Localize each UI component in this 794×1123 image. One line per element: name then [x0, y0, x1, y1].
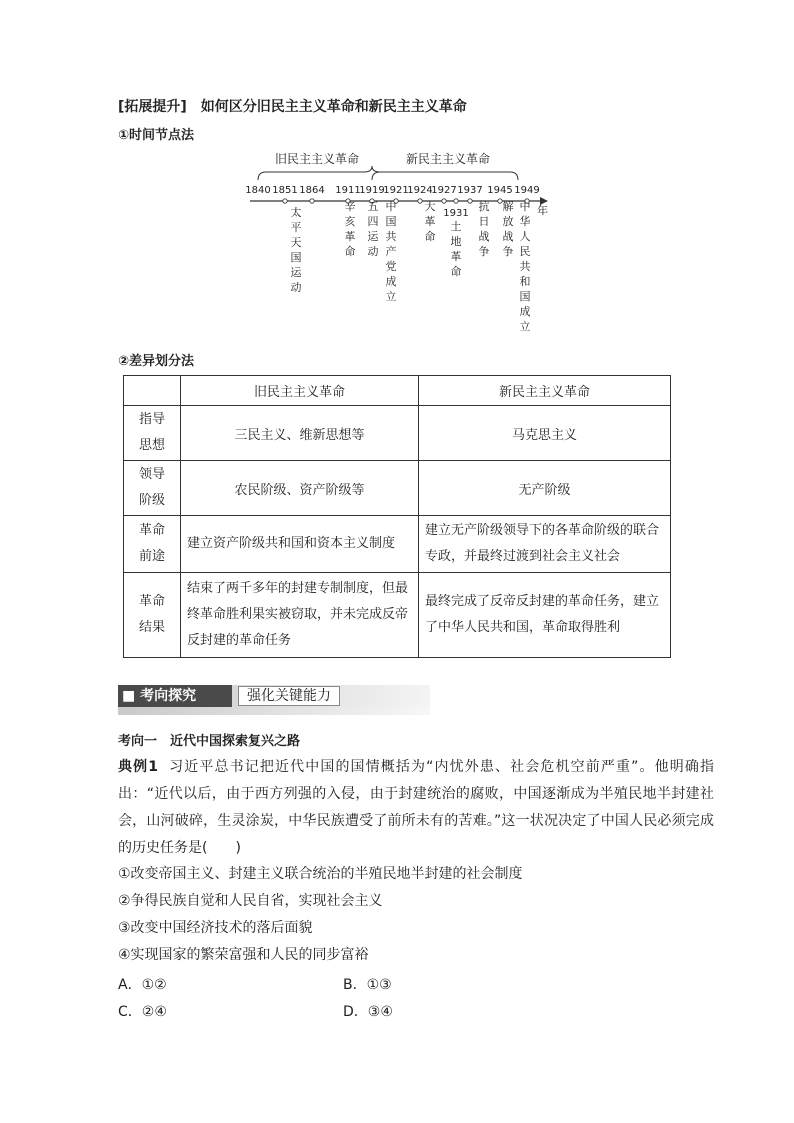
comparison-table [123, 375, 671, 658]
bracket-new-label: 新民主主义革命 [405, 152, 491, 166]
option-c[interactable]: C．②④ [118, 1004, 167, 1020]
section-banner [118, 682, 430, 715]
cell-new: 建立无产阶级领导下的各革命阶级的联合专政，并最终过渡到社会主义社会 [419, 516, 671, 573]
cell-new: 马克思主义 [419, 406, 671, 461]
bracket-old-label: 旧民主主义革命 [274, 152, 360, 166]
table-row [124, 461, 671, 516]
event-label: 太平天国运动 [290, 206, 302, 294]
event-label: 五四运动 [367, 200, 379, 258]
event-label: 大革命 [424, 200, 436, 243]
option-a[interactable]: A．①② [118, 977, 167, 993]
year-label: 1949 [514, 185, 540, 196]
year-1931: 1931 [443, 208, 469, 219]
cell-old: 三民主义、维新思想等 [181, 406, 419, 461]
banner-explore-label: ■ 考向探究 [118, 685, 232, 707]
option-d[interactable]: D．③④ [343, 1004, 393, 1020]
event-label: 辛亥革命 [344, 200, 356, 258]
row-head-future [124, 516, 181, 573]
statement-3: ③改变中国经济技术的落后面貌 [118, 920, 313, 936]
row-head-line: 阶级 [138, 493, 165, 508]
cell-new: 最终完成了反帝反封建的革命任务，建立了中华人民共和国，革命取得胜利 [419, 573, 671, 658]
option-b[interactable]: B．①③ [343, 977, 392, 993]
year-dot-1931 [454, 199, 458, 203]
year-label: 1840 [245, 185, 271, 196]
row-head-line: 思想 [138, 438, 165, 453]
year-label: 1924 [407, 185, 433, 196]
table-header-old: 旧民主主义革命 [181, 376, 419, 406]
bracket-old [258, 166, 380, 180]
example-label: 典例1 [118, 759, 158, 775]
year-label: 1864 [299, 185, 325, 196]
banner-shade [118, 707, 430, 715]
year-label: 1911 [335, 185, 361, 196]
row-head-line: 革命 [138, 523, 165, 538]
year-label: 1919 [359, 185, 385, 196]
example-stem [118, 754, 714, 862]
event-label: 中国共产党成立 [385, 200, 397, 303]
event-label: 中华人民共和国成立 [519, 200, 531, 333]
year-label: 1945 [487, 185, 513, 196]
section-heading: 如何区分旧民主主义革命和新民主主义革命 [200, 99, 467, 115]
year-dot [468, 199, 472, 203]
year-dot [310, 199, 314, 203]
row-head-result [124, 573, 181, 658]
cell-old: 建立资产阶级共和国和资本主义制度 [181, 516, 419, 573]
row-head-line: 结果 [138, 620, 165, 635]
year-label: 1927 [431, 185, 457, 196]
table-header-new: 新民主主义革命 [419, 376, 671, 406]
event-label: 土地革命 [450, 220, 462, 278]
year-label: 1851 [272, 185, 298, 196]
year-label: 1937 [457, 185, 483, 196]
year-unit: 年 [537, 204, 548, 217]
cell-new: 无产阶级 [419, 461, 671, 516]
revolution-timeline [0, 0, 794, 360]
event-label: 解放战争 [502, 200, 514, 258]
row-head-line: 革命 [138, 594, 165, 609]
question-direction: 考向一 近代中国探索复兴之路 [118, 734, 301, 749]
row-head-line: 前途 [138, 549, 165, 564]
cell-old: 农民阶级、资产阶级等 [181, 461, 419, 516]
year-dot [418, 199, 422, 203]
statement-2: ②争得民族自觉和人民自省，实现社会主义 [118, 893, 383, 909]
bracket-new [372, 172, 518, 180]
stem-text: 习近平总书记把近代中国的国情概括为“内忧外患、社会危机空前严重”。他明确指出：“近代以后，由于西方列强的入侵，由于封建统治的腐败，中国逐渐成为半殖民地半封建社会，山河破碎，生灵涂炭，中华民族遭受了前所未有的苦难。”这一状况决定了中国人民必须完成的历史任务是( ) [118, 759, 714, 856]
banner-right [232, 685, 430, 707]
row-head-line: 指导 [138, 412, 165, 427]
cell-old: 结束了两千多年的封建专制制度，但最终革命胜利果实被窃取，并未完成反帝反封建的革命任务 [181, 573, 419, 658]
method-time-node: ①时间节点法 [118, 128, 195, 143]
expand-tag: [拓展提升] [118, 99, 187, 115]
row-head-guiding-thought [124, 406, 181, 461]
table-header-corner [124, 376, 181, 406]
row-head-line: 领导 [138, 467, 165, 482]
row-head-leading-class [124, 461, 181, 516]
banner-ability-label: 强化关键能力 [238, 686, 340, 706]
table-row [124, 516, 671, 573]
table-row [124, 406, 671, 461]
year-dot [442, 199, 446, 203]
table-header-row [124, 376, 671, 406]
method-difference: ②差异划分法 [118, 354, 195, 369]
statement-1: ①改变帝国主义、封建主义联合统治的半殖民地半封建的社会制度 [118, 866, 523, 882]
year-dot [283, 199, 287, 203]
year-label: 1921 [383, 185, 409, 196]
table-row [124, 573, 671, 658]
event-label: 抗日战争 [478, 200, 490, 258]
statement-4: ④实现国家的繁荣富强和人民的同步富裕 [118, 947, 369, 963]
